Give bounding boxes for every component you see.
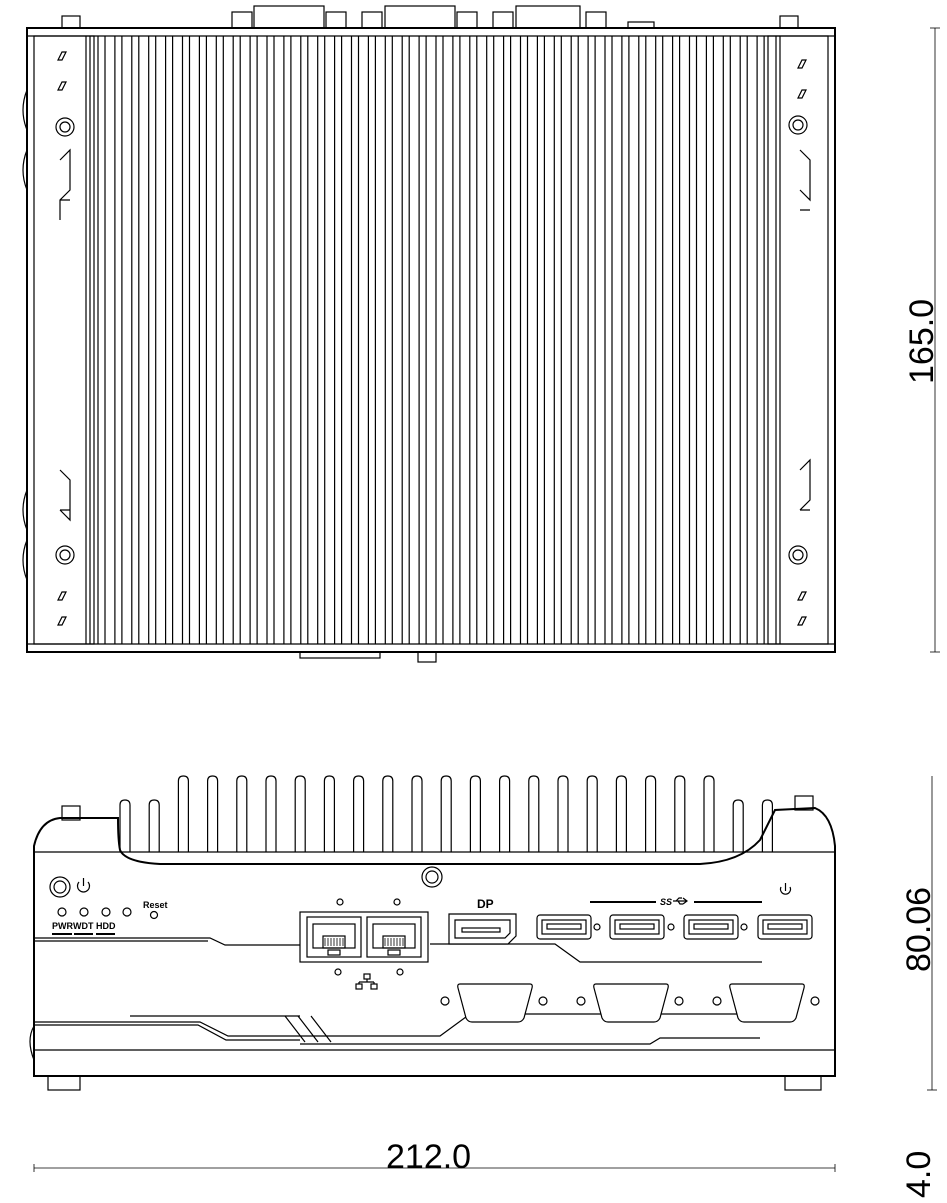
power-button[interactable] — [50, 877, 70, 897]
top-view — [23, 6, 835, 662]
usb-port-4[interactable] — [758, 915, 812, 939]
wdt-led — [80, 908, 88, 916]
wdt-led-label: WDT — [73, 921, 94, 931]
network-icon — [356, 974, 377, 989]
lan-ports — [300, 899, 428, 989]
front-view — [30, 776, 835, 1090]
top-view-bottom-tabs — [300, 652, 436, 662]
top-view-rear-connectors — [62, 6, 798, 28]
com-port-1[interactable] — [441, 984, 547, 1022]
height-dimension: 80.06 — [900, 886, 938, 972]
pwr-led-label: PWR — [52, 921, 73, 931]
status-leds — [52, 908, 131, 934]
depth-dimension: 165.0 — [903, 298, 941, 384]
front-view-heatsink-fins — [120, 776, 772, 852]
usb-label: SS — [660, 897, 673, 907]
usb-ports — [537, 915, 812, 939]
dp-label: DP — [477, 897, 494, 911]
top-view-left-bracket — [34, 36, 94, 644]
reset-button[interactable] — [151, 912, 158, 919]
width-dimension: 212.0 — [386, 1138, 472, 1176]
usb-icon — [673, 898, 687, 904]
reset-label: Reset — [143, 900, 168, 910]
top-view-heatsink-fins — [98, 36, 764, 644]
feet-dimension: 4.0 — [900, 1150, 938, 1198]
usb-port-2[interactable] — [610, 915, 674, 939]
com-port-2[interactable] — [577, 984, 683, 1022]
extra-led — [123, 908, 131, 916]
hdd-led-label: HDD — [96, 921, 116, 931]
pwr-led — [58, 908, 66, 916]
top-view-right-bracket — [768, 36, 828, 644]
usb-port-3[interactable] — [684, 915, 747, 939]
usb-header — [590, 883, 791, 907]
front-view-right-foot — [785, 1076, 821, 1090]
front-view-left-foot — [48, 1076, 80, 1090]
panel-screw — [422, 867, 442, 887]
power-icon — [78, 878, 90, 892]
displayport[interactable] — [449, 914, 516, 944]
usb-port-1[interactable] — [537, 915, 600, 939]
com-ports — [441, 984, 819, 1022]
com-port-3[interactable] — [713, 984, 819, 1022]
hdd-led — [102, 908, 110, 916]
